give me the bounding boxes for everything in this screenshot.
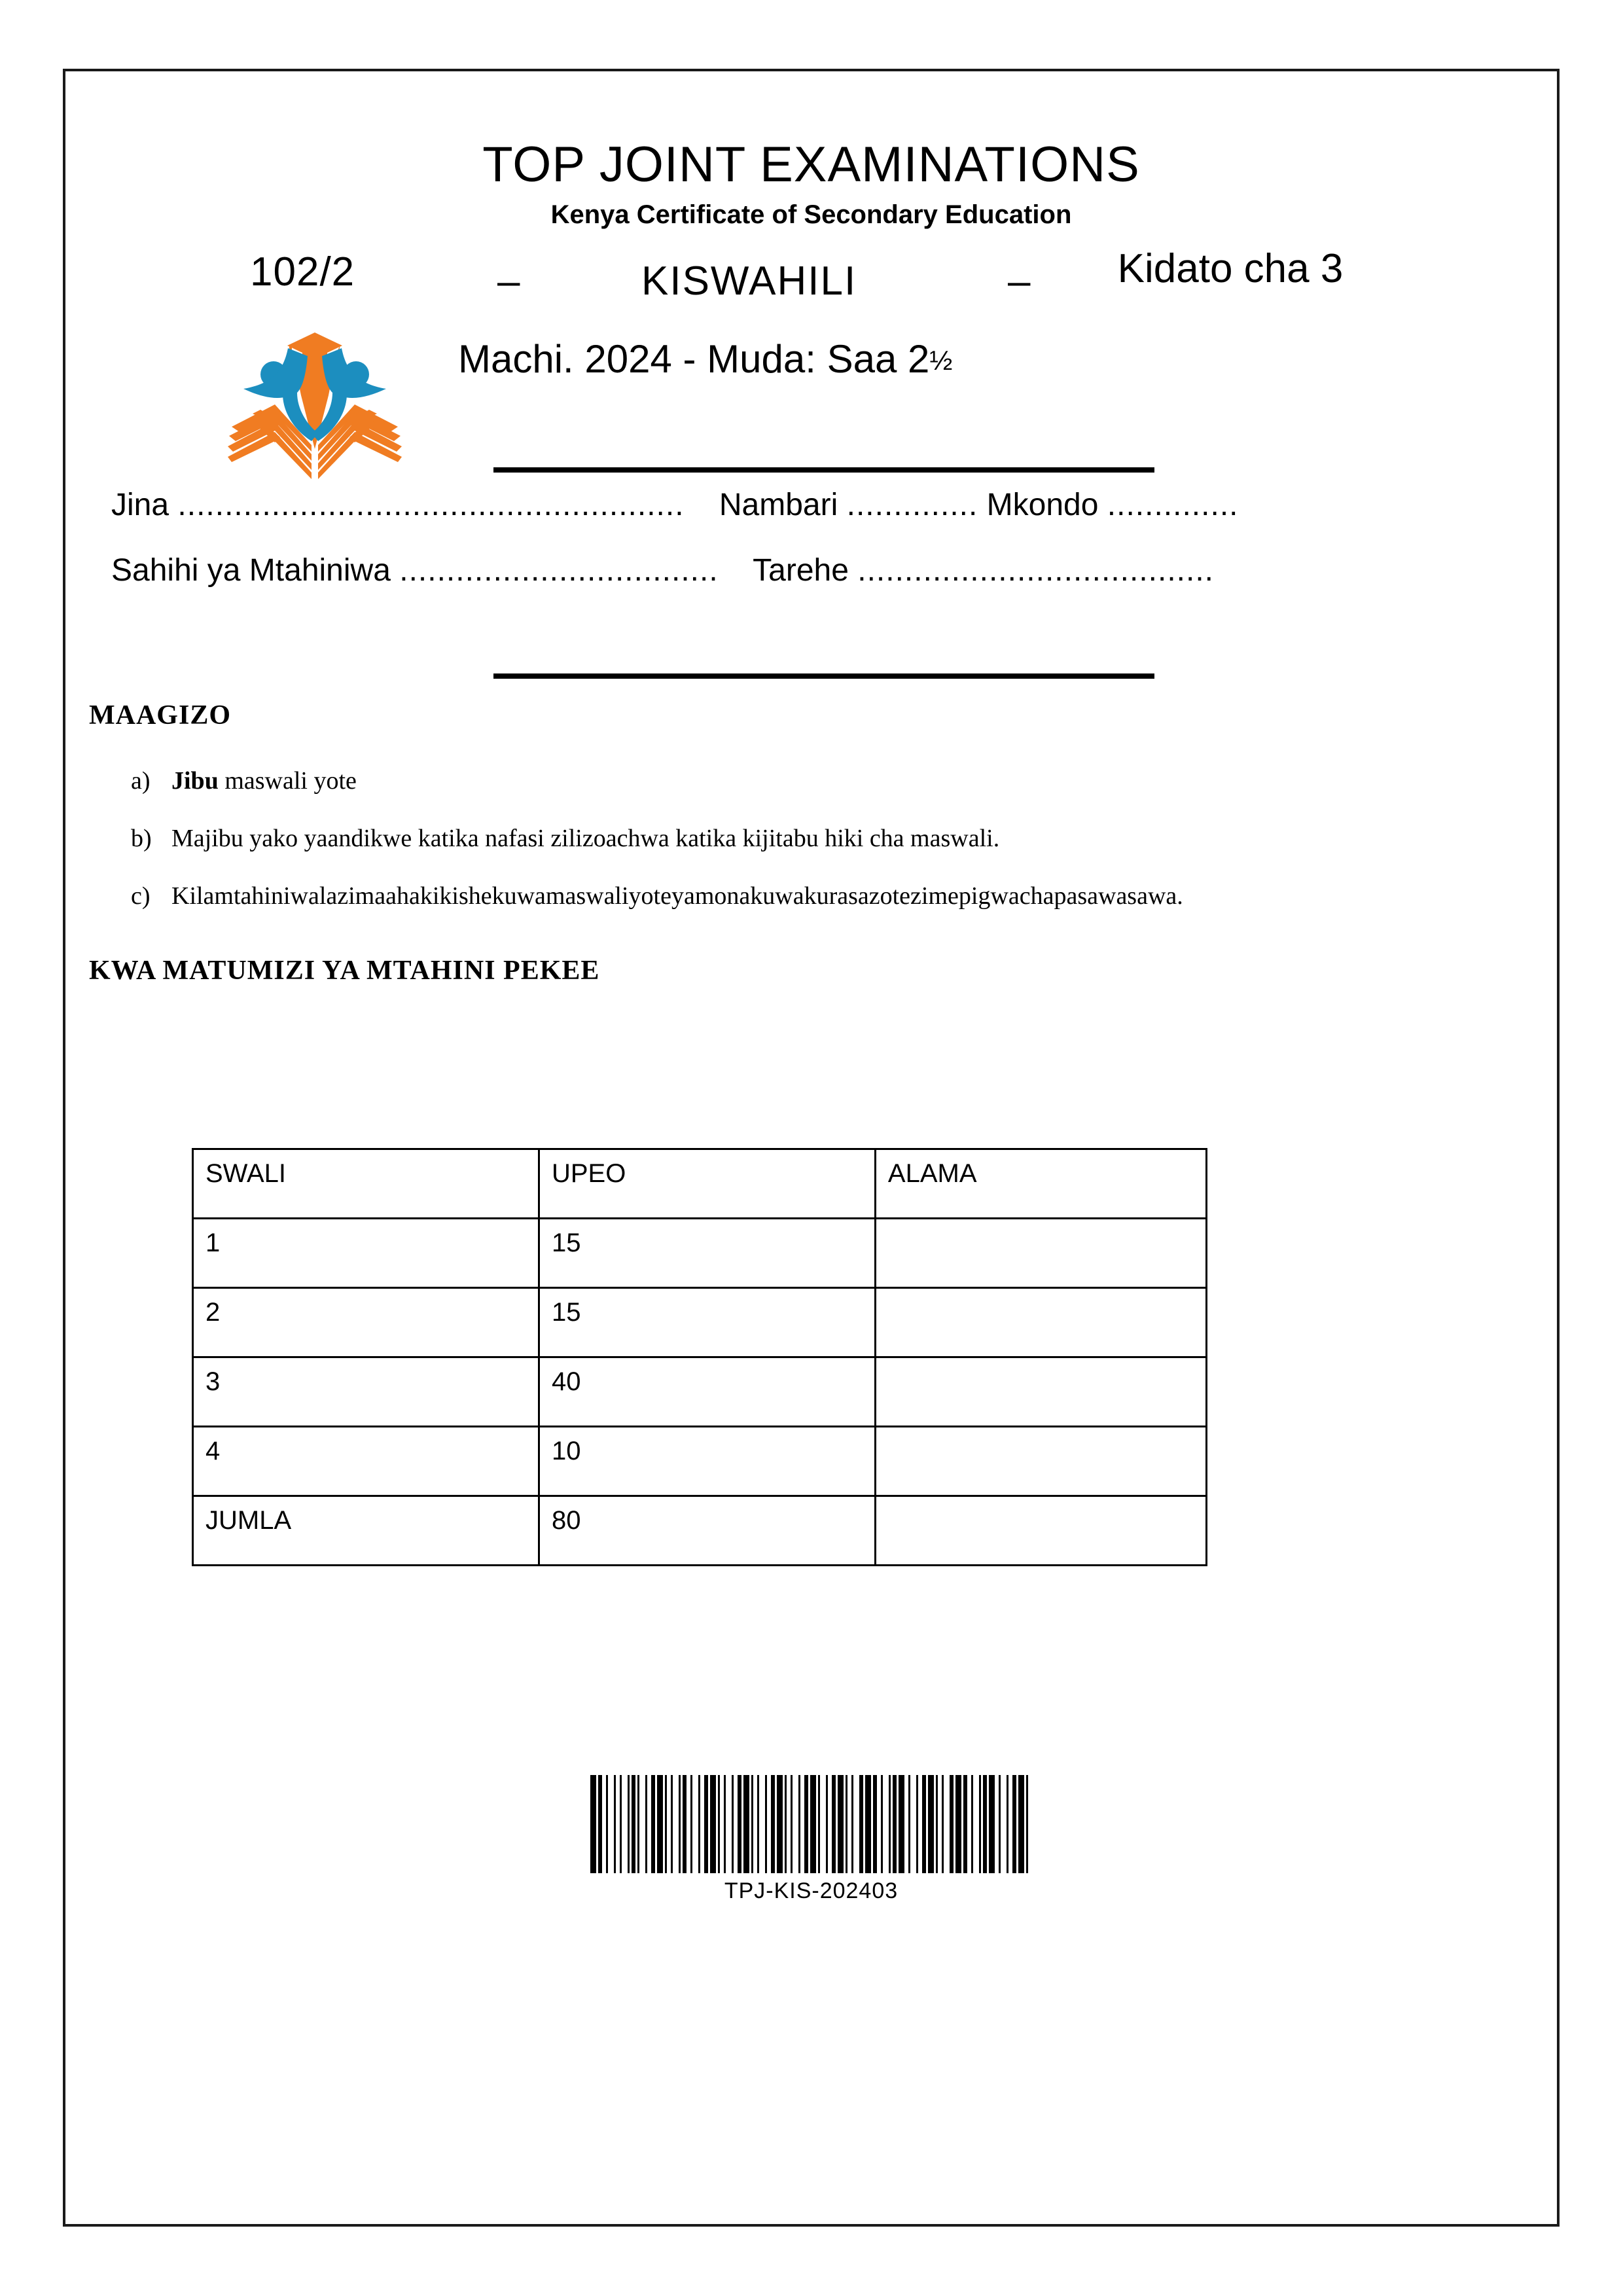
duration-fraction: ½ bbox=[929, 345, 953, 376]
candidate-number-input[interactable]: .............. bbox=[846, 488, 978, 522]
barcode-label: TPJ-KIS-202403 bbox=[724, 1878, 899, 1903]
candidate-name-input[interactable]: ...................................................... bbox=[177, 488, 685, 522]
paper-code: 102/2 bbox=[250, 249, 355, 295]
instruction-text-b: Majibu yako yaandikwe katika nafasi zilizoachwa katika kijitabu hiki cha maswali. bbox=[171, 825, 1000, 852]
column-header-alama: ALAMA bbox=[875, 1149, 1206, 1219]
cell-awarded-marks[interactable] bbox=[875, 1219, 1206, 1288]
dash-separator-right: – bbox=[1008, 259, 1031, 304]
examiner-use-heading: KWA MATUMIZI YA MTAHINI PEKEE bbox=[89, 956, 600, 986]
marks-table bbox=[192, 1148, 1207, 1566]
cell-awarded-marks[interactable] bbox=[875, 1357, 1206, 1427]
date-and-duration bbox=[458, 336, 952, 382]
cell-awarded-marks[interactable] bbox=[875, 1427, 1206, 1496]
candidate-name-row bbox=[111, 487, 1238, 523]
instructions-heading: MAAGIZO bbox=[89, 700, 231, 730]
table-row bbox=[193, 1427, 1207, 1496]
cell-total-max: 80 bbox=[539, 1496, 875, 1566]
table-row bbox=[193, 1288, 1207, 1357]
barcode-block bbox=[65, 1767, 1557, 1904]
cell-awarded-marks[interactable] bbox=[875, 1288, 1206, 1357]
cell-question-number: 2 bbox=[193, 1288, 539, 1357]
page-title: TOP JOINT EXAMINATIONS bbox=[482, 137, 1140, 192]
exam-page-border bbox=[63, 69, 1560, 2227]
instruction-marker-c: c) bbox=[131, 882, 151, 910]
table-row bbox=[193, 1219, 1207, 1288]
instruction-marker-b: b) bbox=[131, 825, 152, 852]
exam-header bbox=[65, 71, 1557, 415]
candidate-signature-label: Sahihi ya Mtahiniwa bbox=[111, 553, 391, 588]
subject-name: KISWAHILI bbox=[641, 259, 857, 304]
dash-separator-left: – bbox=[497, 259, 520, 304]
instruction-item-a bbox=[131, 766, 357, 795]
candidate-date-label: Tarehe bbox=[753, 553, 849, 588]
candidate-number-label: Nambari bbox=[719, 488, 838, 522]
instruction-text-a: maswali yote bbox=[218, 767, 357, 795]
top-joint-examinations-logo bbox=[220, 330, 410, 484]
cell-total-label: JUMLA bbox=[193, 1496, 539, 1566]
candidate-stream-input[interactable]: .............. bbox=[1107, 488, 1239, 522]
cell-question-number: 4 bbox=[193, 1427, 539, 1496]
candidate-date-input[interactable]: ...................................... bbox=[857, 553, 1215, 588]
form-level: Kidato cha 3 bbox=[1117, 246, 1344, 291]
cell-max-marks: 15 bbox=[539, 1288, 875, 1357]
cell-max-marks: 15 bbox=[539, 1219, 875, 1288]
table-header-row bbox=[193, 1149, 1207, 1219]
cell-question-number: 1 bbox=[193, 1219, 539, 1288]
cell-max-marks: 40 bbox=[539, 1357, 875, 1427]
cell-total-awarded[interactable] bbox=[875, 1496, 1206, 1566]
column-header-upeo: UPEO bbox=[539, 1149, 875, 1219]
table-row bbox=[193, 1357, 1207, 1427]
header-divider-top bbox=[493, 467, 1154, 473]
instruction-text-c: Kilamtahiniwalazimaahakikishekuwamaswaliyoteyamonakuwakurasazotezimepigwachapasawasawa. bbox=[171, 882, 1183, 910]
cell-max-marks: 10 bbox=[539, 1427, 875, 1496]
candidate-signature-input[interactable]: .................................. bbox=[399, 553, 719, 588]
date-duration-text: Machi. 2024 - Muda: Saa 2 bbox=[458, 337, 930, 381]
candidate-name-label: Jina bbox=[111, 488, 169, 522]
instruction-emphasis-a: Jibu bbox=[171, 767, 219, 795]
cell-question-number: 3 bbox=[193, 1357, 539, 1427]
candidate-stream-label: Mkondo bbox=[986, 488, 1099, 522]
table-row-total bbox=[193, 1496, 1207, 1566]
instruction-item-b bbox=[131, 824, 999, 853]
candidate-signature-row bbox=[111, 552, 1214, 588]
column-header-swali: SWALI bbox=[193, 1149, 539, 1219]
barcode-image bbox=[590, 1775, 1032, 1873]
exam-subtitle: Kenya Certificate of Secondary Education bbox=[550, 200, 1072, 229]
instruction-item-c bbox=[131, 882, 1183, 910]
instruction-marker-a: a) bbox=[131, 767, 151, 795]
header-divider-bottom bbox=[493, 673, 1154, 679]
